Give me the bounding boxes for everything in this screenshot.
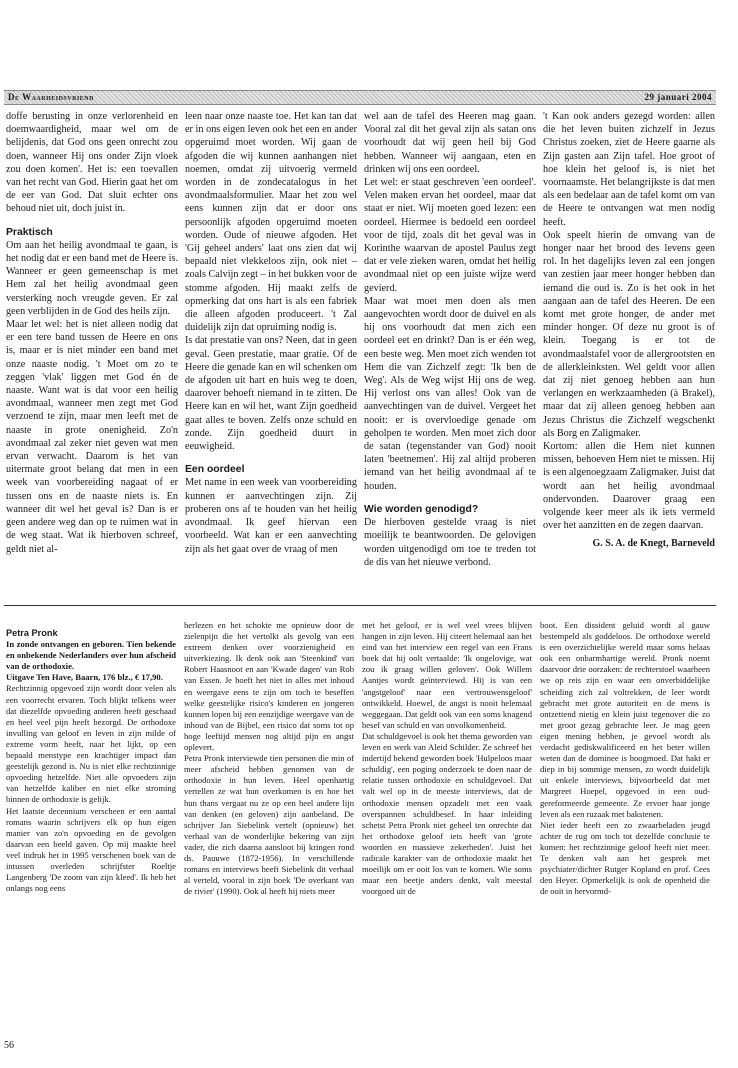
review-column-4 bbox=[540, 620, 710, 897]
article-column-3 bbox=[364, 110, 536, 569]
page-header bbox=[4, 90, 716, 105]
book-author: Petra Pronk bbox=[6, 628, 58, 638]
article-column-1 bbox=[6, 110, 178, 556]
paragraph: Maar let wel: het is niet alleen nodig dat er een tere band tussen de Heere en ons is, maar er is niet minder een band met onze naaste nodig. 't Moet om zo te zeggen 'vlak' liggen met God én de naaste. Want wat is dat voor een heilig avondmaal, wanneer men zegt met God verzoend te zijn, maar men leeft met de naaste in grote onenigheid. Zo'n avondmaal zal zeker niet geven wat men ervan verwacht. Daarom is het van uitermate groot belang dat men in een week van voorbereiding nagaat of er tussen ons en de naaste niets is. En wanneer dit wel het geval is? Dan is er geen andere weg dan op te ruimen wat in de weg staat. Wat ik hierboven schreef, geldt niet al- bbox=[6, 319, 178, 555]
review-column-1 bbox=[6, 620, 176, 894]
section-heading: Praktisch bbox=[6, 226, 53, 238]
section-divider bbox=[4, 605, 716, 606]
section-heading: Een oordeel bbox=[185, 464, 245, 476]
issue-date: 29 januari 2004 bbox=[644, 92, 712, 102]
paragraph: Rechtzinnig opgevoed zijn wordt door velen als een voorrecht ervaren. Toch blijkt telkens weer dat diezelfde opvoeding anderen heeft geschaad en heel veel pijn heeft bezorgd. De orthodoxe invulling van geloof en leven in zijn milde of extreme vorm heeft, naar het lijkt, op een bepaald menstype een krachtiger impact dan geestelijk gezond is. Nu is niet elke rechtzinnige opvoeding hetzelfde. Niet alle opvoeders zijn van hetzelfde kaliber en niet elke stroming binnen de orthodoxie is gelijk. bbox=[6, 683, 176, 805]
paragraph: De hierboven gestelde vraag is niet moeilijk te beantwoorden. De gelovigen worden uitgenodigd om toe te treden tot de dis van het nieuwe verbond. bbox=[364, 517, 536, 568]
book-publisher: Uitgave Ten Have, Baarn, 176 blz., € 17,90. bbox=[6, 672, 163, 683]
paragraph: Het laatste decennium verscheen er een aantal romans waarin schrijvers elk op hun eigen manier van zo'n opvoeding en de gevolgen daarvan een beeld gaven. Op mij maakte heel veel indruk het in 1995 verschenen boek van de intussen overleden schrijfster Roeltje Langenberg 'De zoom van zijn kleed'. Ik heb het onlangs nog eens bbox=[6, 805, 176, 894]
paragraph: 't Kan ook anders gezegd worden: allen die het leven buiten zichzelf in Jezus Christus zoeken, ziet de Heere gaarne als Zijn gasten aan Zijn tafel. Hoe groot of hoe klein het geloof is, is niet het voornaamste. Het belangrijkste is dat men als een bedelaar aan de tafel komt om van de Heere te ontvangen wat men nodig heeft. bbox=[543, 111, 715, 228]
paragraph: wel aan de tafel des Heeren mag gaan. Vooral zal dit het geval zijn als satan ons voorhoudt dat wij geen heil bij God hebben. Wanneer wij aangaan, eten en drinken wij ons een oordeel. bbox=[364, 111, 536, 175]
page-number: 56 bbox=[4, 1040, 14, 1051]
paragraph: herlezen en het schokte me opnieuw door de zielenpijn die het vertolkt als gevolg van een extreem denken over voorzienigheid en uitverkiezing. Ik denk ook aan 'Steenkind' van Robert Haasnoot en aan 'Kwade dagen' van Rob van Essen. Je hoeft het niet in alles met inhoud en weergave eens te zijn om toch te beseffen welke geestelijke risico's kinderen en jongeren kunnen lopen bij een eenzijdige weergave van de inhoud van de Bijbel, een risico dat soms tot op hoge leeftijd mensen nog altijd pijn en angst oplevert. bbox=[184, 620, 354, 753]
paragraph: Dat schuldgevoel is ook het thema geworden van leven en werk van Aleid Schilder. Ze schreef het indertijd bekend geworden boek 'Hulpeloos maar schuldig', een poging onderzoek te doen naar de relatie tussen orthodoxie en schuldgevoel. Dat valt wel op in de meeste interviews, dat de orthodoxie mensen opzadelt met een vaak overspannen schuldbesef. In haar inleiding schetst Petra Pronk niet geheel ten onrechte dat het orthodoxe geloof iets heeft van 'grote woorden en massieve zekerheden'. Juist het radicale karakter van de orthodoxie maakt het moeilijk om er ooit los van te komen. Wie soms maar een beetje anders denkt, valt meestal voorgoed uit de bbox=[362, 730, 532, 897]
paragraph: Maar wat moet men doen als men aangevochten wordt door de duivel en als hij ons voorhoudt dat men zich een oordeel eet en drinkt? Dan is er één weg, een beste weg. Men moet zich wenden tot Hem die van Zichzelf zegt: 'Ik ben de Weg'. Als de Weg wijst Hij ons de weg. Hij verlost ons van alles! Ook van de aanvechtingen van de duivel. Vergeet het nooit: er is overvloedige genade om geholpen te worden. Men moet zich door de satan (tegenstander van God) nooit laten 'beetnemen'. Hij zal altijd proberen iemand van het heilig avondmaal af te houden. bbox=[364, 295, 536, 492]
paragraph: Kortom: allen die Hem niet kunnen missen, behoeven Hem niet te missen. Hij is een algenoegzaam Zaligmaker. Juist dat wordt aan het heilig avondmaal ondervonden. Daarover graag een volgende keer meer als ik iets vermeld over het aanzitten en de zegen daarvan. bbox=[543, 441, 715, 532]
review-column-2 bbox=[184, 620, 354, 897]
paragraph: leen naar onze naaste toe. Het kan tan dat er in ons eigen leven ook het een en ander opgeruimd moet worden. Wij gaan de afgoden die wij kunnen aanhangen niet noemen, omdat zij uitvoerig vermeld worden in de zondecatalogus in het avondmaalsformulier. Maar het zou wel eens kunnen zijn dat er door ons persoonlijk afgoden opgeruimd moeten worden. Oude of nieuwe afgoden. Het 'Gij geheel anders' laat ons zien dat wij bepaald niet vlekkeloos zijn, ook niet – zoals Calvijn zegt – in het bukken voor de stomme afgoden. Hij maakt zelfs de opmerking dat ons hart is als een fabriek die alleen afgoden produceert. 't Zal duidelijk zijn dat opruiming nodig is. bbox=[185, 111, 358, 334]
article-column-4 bbox=[543, 110, 715, 550]
paragraph: Petra Pronk interviewde tien personen die min of meer afscheid hebben genomen van de orthodoxie in hun leven. Heel openhartig vertellen ze wat hun overkomen is en hoe het hun thans vergaat nu ze op een heel andere lijn van denken (en geloven) zijn aanbeland. De schrijver Jan Siebelink vertelt (opnieuw) het verhaal van de wonderlijke bekering van zijn vader, die zich daarna aansloot bij kringen rond ds. Pauuwe (1872-1956). In verschillende romans en interviews heeft Siebelink dit verhaal al verteld, vooral in zijn boek 'De overkant van de rivier' (1990). Ook al heeft hij niets meer bbox=[184, 753, 354, 897]
paragraph: Niet ieder heeft een zo zwaarbeladen jeugd achter de rug om toch tot dezelfde conclusie te komen: het rechtzinnige geloof heeft niet meer. Te denken valt aan het gesprek met psychiater/dichter Rutger Kopland en prof. Cees den Heyer. Opmerkelijk is ook de openheid die de ooit in hervormd- bbox=[540, 819, 710, 897]
section-heading: Wie worden genodigd? bbox=[364, 503, 479, 515]
paragraph: boot. Een dissident geluid wordt al gauw bestempeld als goddeloos. De orthodoxe wereld is een overzichtelijke wereld maar soms helaas ook een onbarmhartige wereld. Pronk noemt daarvoor drie oorzaken: de rechterstoel waarheen we op reis zijn en waar een onverbiddelijke scheiding zich zal voltrekken, de leer wordt gebracht met grote autoriteit en de mens is ontzettend nietig en klein juist tegenover die zo met groot gezag gebrachte leer. Je mag geen eigen mening hebben, je gevoel wordt als verdacht gediskwalificeerd en het beter willen weten dan de dominee is hoogmoed. Dat hakt er diep in bij sommige mensen, zo wordt duidelijk uit enkele interviews, bijvoorbeeld dat met Margreet Hoepel, opgevoed in een oud-gereformeerde gemeente. Ze ervoer haar jonge leven als een ruzaak met bakstenen. bbox=[540, 620, 710, 819]
paragraph: met het geloof, er is wel veel vrees blijven hangen in zijn leven. Hij citeert helemaal aan het eind van het interview een regel van een Frans boek dat hij oolt vertaalde: 'Ik ongelovige, wat zou ik graag willen geloven'. Ook Willem Aantjes wordt geïnterviewd. Hij is van een 'angstgeloof' naar een vertrouwensgeloof' ontwikkeld. Hoewel, de angst is nooit helemaal weggegaan. Dat geldt ook van een soms knagend besef van schuld en van onvolkomenheid. bbox=[362, 620, 532, 730]
author-signature: G. S. A. de Knegt, Barneveld bbox=[592, 537, 715, 549]
paragraph: Ook speelt hierin de omvang van de honger naar het brood des levens geen rol. In het dagelijks leven zal een jongen van zestien jaar meer honger hebben dan iemand die oud is. Zo is het ook in het aangaan aan de tafel des Heeren. De een komt met grote honger, de ander met minder honger. Of deze nu groot is of klein. Toegang is er tot de avondmaalstafel voor de allergrootsten en de allerkleinksten. Wel geldt voor allen dat zij niet genoeg hebben aan hun verlangen en werkzaamheden (à Brakel), maar dat zij alleen genoeg hebben aan Jezus Christus die Zichzelf wegschenkt als Borg en Zaligmaker. bbox=[543, 229, 715, 439]
article-column-2 bbox=[185, 110, 357, 556]
paragraph: Om aan het heilig avondmaal te gaan, is het nodig dat er een band met de Heere is. Wanneer er geen gemeenschap is met Hem zal het heilig avondmaal geen versterking noch vreugde geven. Er zal geen verblijden in de God des heils zijn. bbox=[6, 239, 178, 317]
paragraph: doffe berusting in onze verlorenheid en doemwaardigheid, maar wel om de belijdenis, dat God ons geen onrecht zou doen, wanneer Hij ons onder Zijn vloek zou doen komen'. Het is: een toevallen van het recht van God. Hierin gaat het om de eer van God. Dat sluit echter ons behoud niet uit, doch juist in. bbox=[6, 111, 178, 215]
paragraph: Is dat prestatie van ons? Neen, dat in geen geval. Geen prestatie, maar gratie. Of de Heere die genade kan en wil schenken om de afgoden uit hart en huis weg te doen, daarover behoeft niemand in te zitten. De Heere kan en wil het, want Zijn goedheid gaat alles te boven. Zelfs onze schuld en zonde. Zijn goedheid duurt in eeuwigheid. bbox=[185, 335, 357, 453]
review-column-3 bbox=[362, 620, 532, 897]
paragraph: Met name in een week van voorbereiding kunnen er aanvechtingen zijn. Zij proberen ons af te houden van het heilig avondmaal. Ik geef hiervan een voorbeeld. Wat kan er een aanvechting zijn als het gaat over de vraag of men bbox=[185, 477, 357, 555]
paragraph: Let wel: er staat geschreven 'een oordeel'. Velen maken ervan het oordeel, maar dat staat er niet. Wij moeten goed lezen: een oordeel. Hiermee is bedoeld een oordeel voor de tijd, zoals dit het geval was in Korinthe waarvan de apostel Paulus zegt dat er vele zieken waren, omdat het heilig avondmaal niet op een juiste wijze werd gevierd. bbox=[364, 177, 536, 294]
book-title: In zonde ontvangen en geboren. Tien bekende en onbekende Nederlanders over hun afscheid van de orthodoxie. bbox=[6, 639, 176, 672]
publication-name: De Waarheidsvriend bbox=[8, 92, 94, 102]
